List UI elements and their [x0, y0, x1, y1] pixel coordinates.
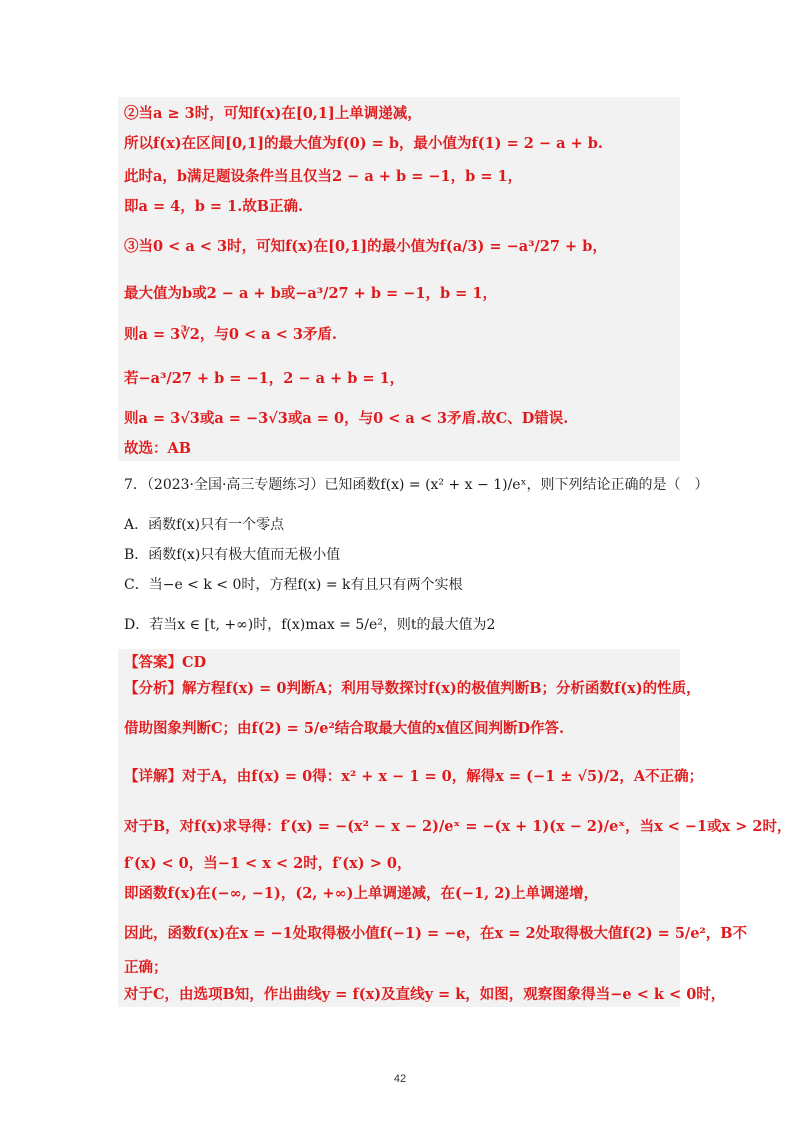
detail-line: 即函数f(x)在(−∞, −1)，(2, +∞)上单调递减，在(−1, 2)上单调递增， — [124, 885, 599, 902]
solution-line: 若−a³/27 + b = −1，2 − a + b = 1， — [124, 370, 405, 387]
solution-line: 即a = 4，b = 1.故B正确. — [124, 198, 304, 215]
solution-line: ③当0 < a < 3时，可知f(x)在[0,1]的最小值为f(a/3) = −a³/27 + b， — [124, 238, 607, 255]
detail-line: f′(x) < 0，当−1 < x < 2时，f′(x) > 0， — [124, 855, 412, 872]
page-number: 42 — [393, 1073, 407, 1085]
solution-line: 此时a，b满足题设条件当且仅当2 − a + b = −1，b = 1， — [124, 168, 523, 185]
detail-line: 正确； — [124, 959, 168, 976]
detail-line: 对于B，对f(x)求导得：f′(x) = −(x² − x − 2)/eˣ = −(x + 1)(x − 2)/eˣ，当x < −1或x > 2时， — [124, 818, 792, 835]
solution-line: 所以f(x)在区间[0,1]的最大值为f(0) = b，最小值为f(1) = 2 − a + b. — [124, 135, 603, 152]
detail-line: 对于C，由选项B知，作出曲线y = f(x)及直线y = k，如图，观察图象得当−e < k < 0时， — [124, 986, 726, 1003]
detail-line: 因此，函数f(x)在x = −1处取得极小值f(−1) = −e，在x = 2处取得极大值f(2) = 5/e²，B不 — [124, 925, 748, 942]
solution-line: 则a = 3∛2，与0 < a < 3矛盾. — [124, 326, 337, 343]
analysis-line: 【分析】解方程f(x) = 0判断A；利用导数探讨f(x)的极值判断B；分析函数f(x)的性质， — [124, 680, 701, 697]
question-stem: 7．（2023·全国·高三专题练习）已知函数f(x) = (x² + x − 1)/eˣ，则下列结论正确的是（ ） — [124, 477, 709, 493]
detail-line: 【详解】对于A，由f(x) = 0得：x² + x − 1 = 0，解得x = (−1 ± √5)/2，A不正确； — [124, 768, 704, 785]
analysis-line: 借助图象判断C；由f(2) = 5/e²结合取最大值的x值区间判断D作答. — [124, 720, 565, 737]
solution-line: 则a = 3√3或a = −3√3或a = 0，与0 < a < 3矛盾.故C、D错误. — [124, 410, 569, 427]
solution-line: 最大值为b或2 − a + b或−a³/27 + b = −1，b = 1， — [124, 285, 497, 302]
solution-line: ②当a ≥ 3时，可知f(x)在[0,1]上单调递减， — [124, 105, 422, 122]
answer-label: 【答案】CD — [124, 654, 207, 671]
option-d: D．若当x ∈ [t, +∞)时，f(x)max = 5/e²，则t的最大值为2 — [124, 617, 496, 633]
option-c: C．当−e < k < 0时，方程f(x) = k有且只有两个实根 — [124, 577, 463, 593]
option-a: A．函数f(x)只有一个零点 — [124, 517, 285, 533]
option-b: B．函数f(x)只有极大值而无极小值 — [124, 547, 341, 563]
final-choice: 故选：AB — [124, 440, 192, 457]
